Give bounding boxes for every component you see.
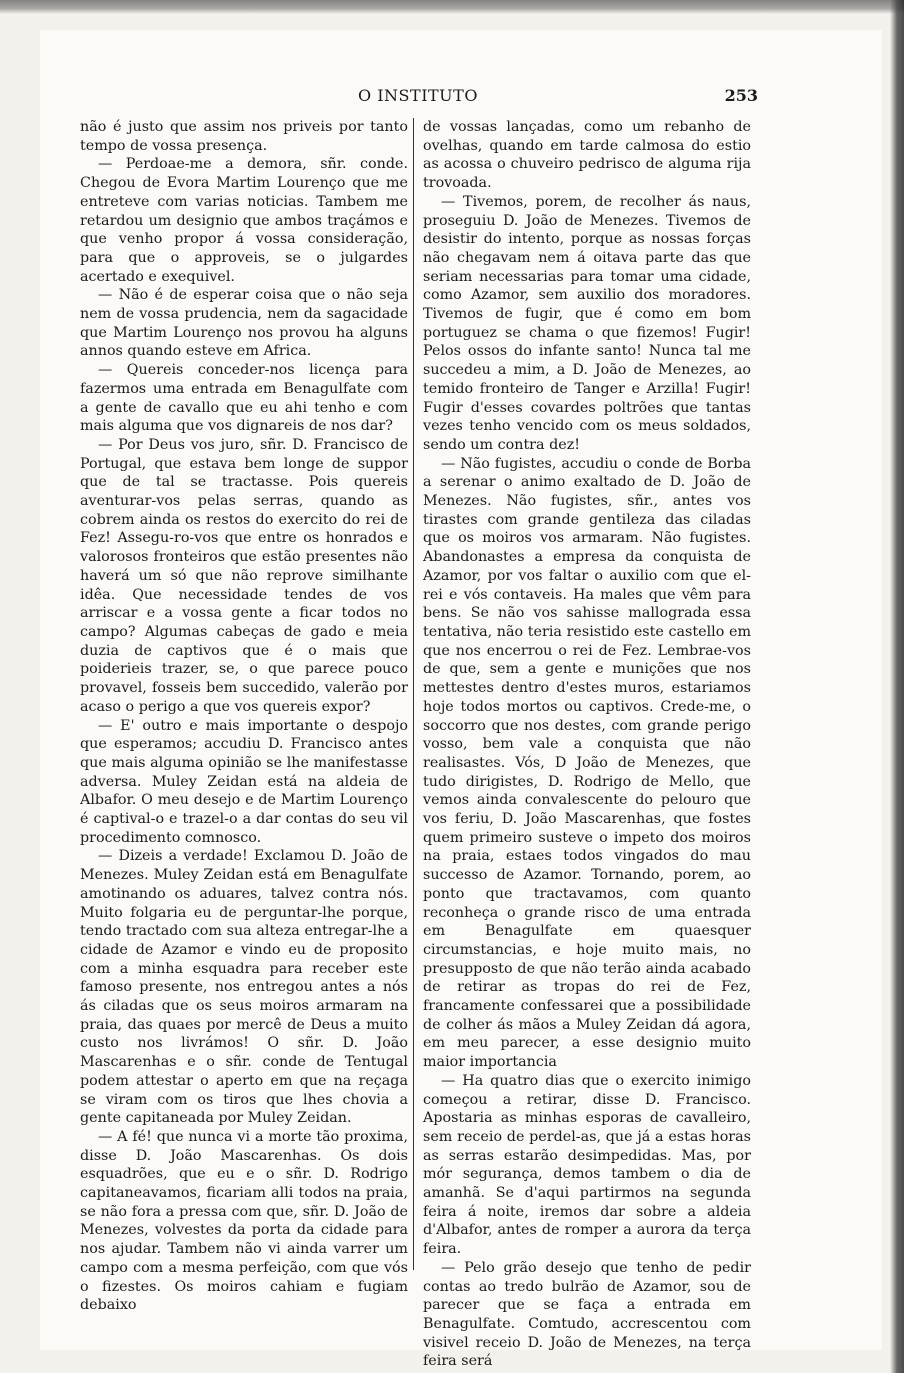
scan-right-edge: [890, 0, 904, 1373]
running-head: O INSTITUTO: [358, 86, 478, 105]
paragraph: — E' outro e mais importante o despojo que esperamos; accudiu D. Francisco antes que mais alguma opinião se lhe manifestasse adversa. Muley Zeidan está na aldeia de Albafor. O meu desejo e de Martim Lourenço é captival-o e trazel-o a dar contas do seu vil procedimento comnosco.: [80, 717, 408, 846]
left-column: [80, 118, 408, 1315]
paragraph: — Não é de esperar coisa que o não seja nem de vossa prudencia, nem da sagacidade que Martim Lourenço nos provou ha alguns annos quando esteve em Africa.: [80, 287, 408, 360]
paragraph: de vossas lançadas, como um rebanho de ovelhas, quando em tarde calmosa do estio as acossa o chuveiro pedrisco de alguma rija trovoada.: [423, 119, 751, 192]
paragraph: — Pelo grão desejo que tenho de pedir contas ao tredo bulrão de Azamor, sou de parecer que se faça a entrada em Benagulfate. Comtudo, accrescentou com visivel receio D. João de Menezes, na terça feira será: [423, 1259, 751, 1370]
page-header: [80, 86, 756, 106]
page-number: 253: [724, 86, 758, 105]
paragraph: — Tivemos, porem, de recolher ás naus, proseguiu D. João de Menezes. Tivemos de desistir do intento, porque as nossas forças não chegavam nem á oitava parte das que seriam necessarias para tomar uma cidade, como Azamor, sem auxilio dos moradores. Tivemos de fugir, que é como em bom portuguez se chama o que fizemos! Fugir! Pelos ossos do infante santo! Nunca tal me succedeu a mim, a D. João de Menezes, ao temido fronteiro de Tanger e Arzilla! Fugir! Fugir d'esses covardes poltrões que tantas vezes tenho vencido com os meus soldados, sendo um contra dez!: [423, 193, 751, 453]
paragraph: — Dizeis a verdade! Exclamou D. João de Menezes. Muley Zeidan está em Benagulfate amotinando os aduares, talvez contra nós. Muito folgaria eu de perguntar-lhe porque, tendo tractado com sua alteza entregar-lhe a cidade de Azamor e vindo eu de proposito com a minha esquadra para receber este famoso presente, nos entregou antes a nós ás ciladas que os seus moiros armaram na praia, das quaes por mercê de Deus a muito custo nos livrámos! O sñr. D. João Mascarenhas e o sñr. conde de Tentugal podem attestar o aperto em que na reçaga se viram com os tiros que lhes chovia a gente capitaneada por Muley Zeidan.: [80, 848, 408, 1127]
paragraph: — Por Deus vos juro, sñr. D. Francisco de Portugal, que estava bem longe de suppor que de tal se tractasse. Pois quereis aventurar-vos pelas serras, quando as cobrem ainda os restos do exercito do rei de Fez! Assegu-ro-vos que entre os honrados e valorosos fronteiros que estão presentes não haverá um só que não reprove similhante idêa. Que necessidade tendes de vos arriscar e a vossa gente a ficar todos no campo? Algumas cabeças de gado e meia duzia de captivos que é o mais que poiderieis trazer, se, o que parece pouco provavel, fosseis bem succedido, valerão por acaso o perigo a que vos quereis expor?: [80, 436, 408, 715]
paragraph: — Quereis conceder-nos licença para fazermos uma entrada em Benagulfate com a gente de cavallo que eu ahi tenho e com mais alguma que vos dignareis de nos dar?: [80, 362, 408, 435]
paragraph: não é justo que assim nos priveis por tanto tempo de vossa presença.: [80, 119, 408, 154]
column-rule: [413, 118, 414, 1270]
right-column: [423, 118, 751, 1371]
paragraph: — Não fugistes, accudiu o conde de Borba a serenar o animo exaltado de D. João de Menezes. Não fugistes, sñr., antes vos tirastes com grande gentileza das ciladas que os moiros vos armaram. Não fugistes. Abandonastes a empresa da conquista de Azamor, por vos faltar o auxilio com que el-rei e vós contaveis. Ha males que vêm para bens. Se não vos sahisse mallograda essa tentativa, não teria resistido este castello em que nos encerrou o rei de Fez. Lembrae-vos de que, sem a gente e munições que nos mettestes dentro d'estes muros, estariamos hoje todos mortos ou captivos. Crede-me, o soccorro que nos destes, com grande perigo vosso, bem vale a conquista que não realisastes. Vós, D João de Menezes, que tudo dirigistes, D. Rodrigo de Mello, que vemos ainda convalescente do pelouro que vos feriu, D. João Mascarenhas, que fostes quem primeiro susteve o impeto dos moiros na praia, estaes todos vingados do mau successo de Azamor. Tornando, porem, ao ponto que tractavamos, com quanto reconheça o grande risco de uma entrada em Benagulfate em quaesquer circumstancias, e hoje muito mais, no presupposto de que não terão ainda acabado de retirar as tropas do rei de Fez, francamente confessarei que a possibilidade de colher ás mãos a Muley Zeidan dá agora, em meu parecer, a esse designio muito maior importancia: [423, 455, 751, 1071]
paragraph: — Perdoae-me a demora, sñr. conde. Chegou de Evora Martim Lourenço que me entreteve com varias noticias. Tambem me retardou um designio que ambos traçámos e que venho propor á vossa consideração, para que o approveis, se o julgardes acertado e exequivel.: [80, 156, 408, 285]
scan-top-edge: [0, 0, 904, 14]
paragraph: — A fé! que nunca vi a morte tão proxima, disse D. João Mascarenhas. Os dois esquadrões, que eu e o sñr. D. Rodrigo capitaneavamos, ficariam alli todos na praia, se não fora a pressa com que, sñr. D. João de Menezes, volvestes da porta da cidade para nos ajudar. Tambem não vi ainda varrer um campo com a mesma perfeição, com que vós o fizestes. Os moiros cahiam e fugiam debaixo: [80, 1128, 408, 1314]
paragraph: — Ha quatro dias que o exercito inimigo começou a retirar, disse D. Francisco. Apostaria as minhas esporas de cavalleiro, sem receio de perdel-as, que já a estas horas as serras estarão desimpedidas. Mas, por mór segurança, demos tambem o dia de amanhã. Se d'aqui partirmos na segunda feira á noite, iremos dar sobre a aldeia d'Albafor, antes de romper a aurora da terça feira.: [423, 1072, 751, 1258]
